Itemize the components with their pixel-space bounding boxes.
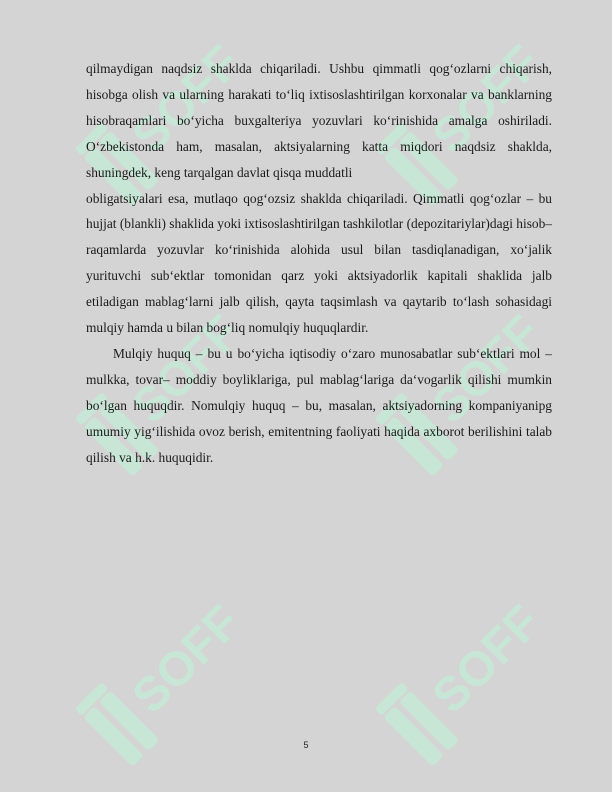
paragraph-3: Mulqiy huquq – bu u bo‘yicha iqtisodiy o‘zaro munosabatlar sub‘ektlari mol – mulkka, tovar– moddiy boyliklariga, pul mablag‘lariga da‘vogarlik qilishi mumkin bo‘lgan huquqdir. Nomulqiy huquq – bu, masalan, aktsiyadorning kompaniyanipg umumiy yig‘ilishida ovoz berish, emitentning faoliyati haqida axborot berilishini talab qilish va h.k. huquqidir. [86,345,552,465]
page-number: 5 [303,740,309,750]
paragraph-1: qilmaydigan naqdsiz shaklda chiqariladi. Ushbu qimmatli qog‘ozlarni chiqarish, hisobga olish va ularning harakati to‘liq ixtisoslashtirilgan korxonalar va banklarning hisobraqamlari bo‘yicha buxgalteriya yozuvlari ko‘rinishida amalga oshiriladi. O‘zbekistonda ham, masalan, aktsiyalarning katta miqdori naqdsiz shaklda, shuningdek, keng tarqalgan davlat qisqa muddatli [86,61,552,180]
document-body [86,56,552,471]
paragraph-2: obligatsiyalari esa, mutlaqo qog‘ozsiz shaklda chiqariladi. Qimmatli qog‘ozlar – bu hujjat (blankli) shaklida yoki ixtisoslashtirilgan tashkilotlar (depozitariylar)dagi hisob–raqamlarda yozuvlar ko‘rinishida alohida usul bilan tasdiqlanadigan, xo‘jalik yurituvchi sub‘ektlar tomonidan qarz yoki aktsiyadorlik kapitali shaklida jalb etiladigan mablag‘larni jalb qilish, qayta taqsimlash va qaytarib to‘lash sohasidagi mulqiy hamda u bilan bog‘liq nomulqiy huquqlardir. [86,190,552,336]
